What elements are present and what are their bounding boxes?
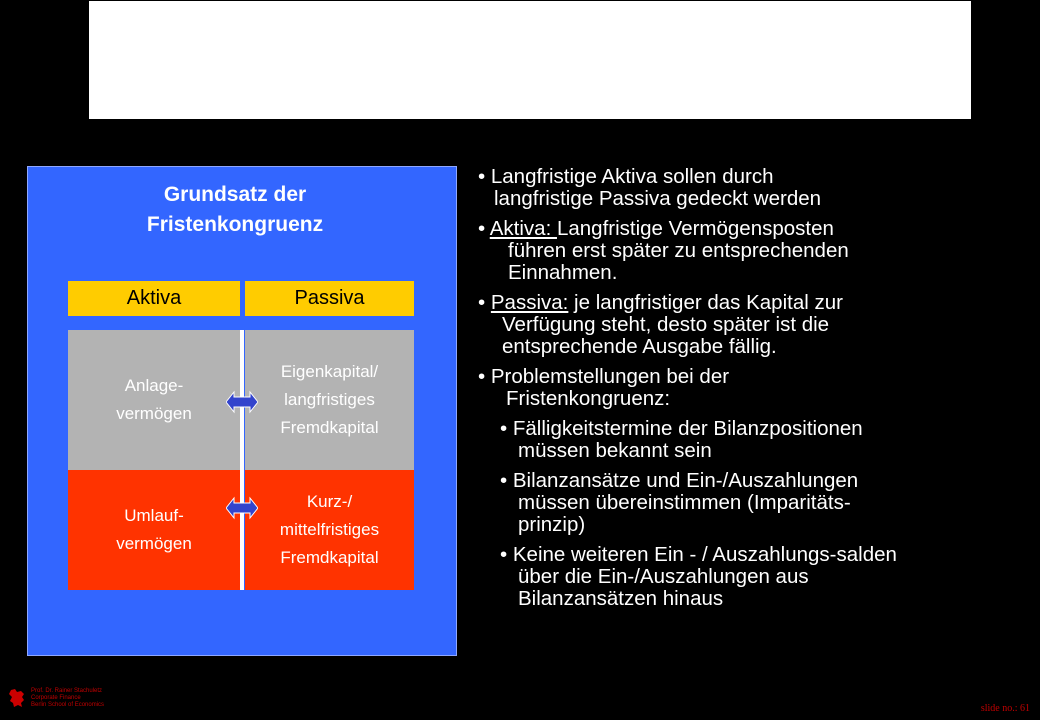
footer-author bbox=[31, 688, 104, 709]
bullet-2-line1: Langfristige Vermögensposten bbox=[556, 217, 834, 240]
bullet-3-line1: je langfristiger das Kapital zur bbox=[568, 291, 843, 314]
bullet-3-line3: entsprechende Ausgabe fällig. bbox=[502, 335, 777, 358]
bullet-1-line1: Langfristige Aktiva sollen durch bbox=[490, 165, 774, 188]
bullet-1: • Langfristige Aktiva sollen durch langfristige Passiva gedeckt werden bbox=[478, 166, 1033, 210]
bullet-2: • Aktiva: Langfristige Vermögensposten führen erst später zu entsprechenden Einnahmen. bbox=[478, 218, 1033, 284]
footer-author-name: Prof. Dr. Rainer Stachuletz bbox=[31, 688, 103, 694]
header-aktiva: Aktiva bbox=[68, 281, 240, 316]
umlauf-line1: Umlauf- bbox=[124, 506, 184, 525]
bullet-list bbox=[478, 166, 1033, 618]
cell-umlaufvermoegen bbox=[68, 470, 240, 590]
sub-bullet-2-line2: müssen übereinstimmen (Imparitäts- bbox=[518, 491, 851, 514]
footer-course: Corporate Finance bbox=[31, 695, 81, 701]
sub-bullet-3-line2: über die Ein-/Auszahlungen aus bbox=[518, 565, 809, 588]
anlage-line2: vermögen bbox=[116, 404, 192, 423]
umlauf-line2: vermögen bbox=[116, 534, 192, 553]
double-arrow-icon-bottom bbox=[226, 496, 258, 520]
diagram-title-line2: Fristenkongruenz bbox=[146, 213, 324, 236]
sub-bullet-3-line3: Bilanzansätzen hinaus bbox=[518, 587, 724, 610]
footer-school: Berlin School of Economics bbox=[31, 702, 105, 708]
bullet-2-term: Aktiva: bbox=[489, 217, 557, 240]
bullet-4-line2: Fristenkongruenz: bbox=[506, 387, 671, 410]
cell-kurzfristiges-kapital bbox=[245, 470, 414, 590]
sub-bullet-3-line1: Keine weiteren Ein - / Auszahlungs-salden bbox=[512, 543, 897, 566]
eigen-line1: Eigenkapital/ bbox=[280, 362, 379, 381]
sub-bullet-1: • Fälligkeitstermine der Bilanzpositionen müssen bekannt sein bbox=[478, 418, 1033, 462]
eigen-line2: langfristiges bbox=[284, 390, 375, 409]
header-passiva: Passiva bbox=[245, 281, 414, 316]
cell-eigenkapital bbox=[245, 330, 414, 470]
bullet-3: • Passiva: je langfristiger das Kapital zur Verfügung steht, desto später ist die entsprechende Ausgabe fällig. bbox=[478, 292, 1033, 358]
slide-number: slide no.: 61 bbox=[980, 703, 1030, 714]
bullet-3-term: Passiva: bbox=[490, 291, 569, 314]
diagram-title-line1: Grundsatz der bbox=[163, 183, 307, 206]
bear-logo-icon bbox=[8, 688, 26, 708]
sub-bullet-3: • Keine weiteren Ein - / Auszahlungs-salden über die Ein-/Auszahlungen aus Bilanzansätzen hinaus bbox=[478, 544, 1033, 610]
sub-bullet-2-line3: prinzip) bbox=[518, 513, 586, 536]
cell-anlagevermoegen bbox=[68, 330, 240, 470]
kurz-line3: Fremdkapital bbox=[280, 548, 379, 567]
anlage-line1: Anlage- bbox=[124, 376, 184, 395]
sub-bullet-1-line1: Fälligkeitstermine der Bilanzpositionen bbox=[512, 417, 863, 440]
kurz-line1: Kurz-/ bbox=[306, 492, 353, 511]
bullet-2-line2: führen erst später zu entsprechenden bbox=[508, 239, 849, 262]
bullet-4: • Problemstellungen bei der Fristenkongruenz: bbox=[478, 366, 1033, 410]
bullet-2-line3: Einnahmen. bbox=[508, 261, 618, 284]
bullet-3-line2: Verfügung steht, desto später ist die bbox=[502, 313, 830, 336]
sub-bullet-2: • Bilanzansätze und Ein-/Auszahlungen müssen übereinstimmen (Imparitäts- prinzip) bbox=[478, 470, 1033, 536]
sub-bullet-2-line1: Bilanzansätze und Ein-/Auszahlungen bbox=[512, 469, 859, 492]
double-arrow-icon-top bbox=[226, 390, 258, 414]
eigen-line3: Fremdkapital bbox=[280, 418, 379, 437]
bullet-1-line2: langfristige Passiva gedeckt werden bbox=[494, 187, 822, 210]
center-divider bbox=[240, 330, 244, 590]
kurz-line2: mittelfristiges bbox=[279, 520, 380, 539]
bullet-4-line1: Problemstellungen bei der bbox=[490, 365, 730, 388]
diagram-title bbox=[0, 180, 470, 240]
slide-title-box bbox=[89, 1, 971, 119]
sub-bullet-1-line2: müssen bekannt sein bbox=[518, 439, 712, 462]
